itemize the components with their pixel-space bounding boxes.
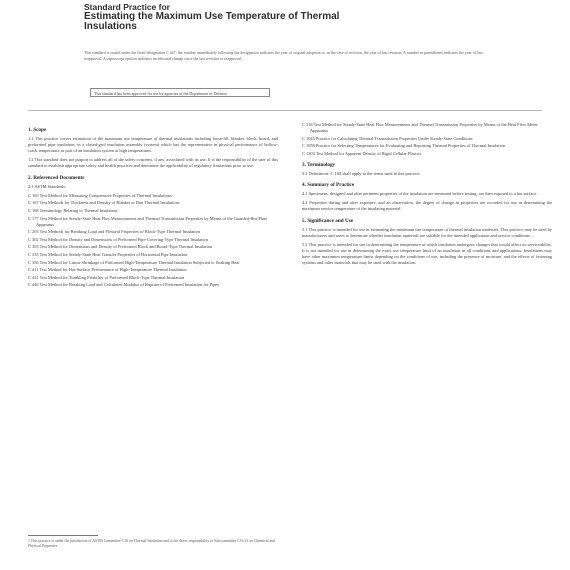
- reference-item: C 1058 Practice for Selecting Temperatures for Evaluating and Reporting Thermal Properties of Thermal Insulation: [302, 143, 506, 149]
- reference-item: C 356 Test Method for Linear Shrinkage of Preformed High-Temperature Thermal Insulation Subjected to Soaking Heat: [28, 259, 240, 265]
- scope-para-2: 1.2 This standard does not purport to address all of the safety concerns, if any, associated with its use. It is the responsibility of the user of this standard to establish appropriate safety and health practices and determine the applicability of regulatory limitations prior to use.: [28, 157, 278, 169]
- reference-item: C 177 Test Method for Steady-State Heat Flux Measurements and Thermal Transmission Properties by Means of the Guarded-Hot-Plate Apparatus: [28, 215, 268, 227]
- reference-item: C 411 Test Method for Hot-Surface Performance of High-Temperature Thermal Insulation: [28, 267, 187, 273]
- dod-approval-note: This standard has been approved for use by agencies of the Department of Defense.: [90, 88, 270, 97]
- refs-intro: 2.1 ASTM Standards:: [28, 183, 67, 189]
- reference-item: C 1045 Practice for Calculating Thermal Transmission Properties Under Steady-State Conditions: [302, 135, 473, 141]
- reference-item: C 302 Test Method for Density and Dimensions of Preformed Pipe-Covering-Type Thermal Insulation: [28, 236, 208, 242]
- reference-item: C 203 Test Methods for Breaking Load and Flexural Properties of Block-Type Thermal Insulation: [28, 229, 201, 235]
- reference-item: C 167 Test Methods for Thickness and Density of Blanket or Batt Thermal Insulations: [28, 200, 180, 206]
- section-heading-significance: 5. Significance and Use: [302, 217, 354, 224]
- title-line-2: Estimating the Maximum Use Temperature of Thermal: [84, 11, 340, 22]
- right-column: [302, 122, 552, 269]
- reference-item: C 421 Test Method for Tumbling Friability of Preformed Block-Type Thermal Insulation: [28, 274, 185, 280]
- significance-para-2: 5.2 This practice is intended for use in determining the temperature at which insulation undergoes changes that would affect its serviceability. It is not intended for use in determining the exact use temperature limit of an insulation in all conditions and applications. Insulations may have other maximum temperature limits depending on the conditions of use, including the presence of moisture, and the effects of fastening systems and other materials that may be used with the insulation.: [302, 241, 552, 266]
- reference-item: C 303 Test Method for Dimensions and Density of Preformed Block and Board-Type Thermal Insulation: [28, 244, 213, 250]
- title-line-1: Standard Practice for: [84, 2, 170, 12]
- reference-item: C 446 Test Method for Breaking Load and Calculated Modulus of Rupture of Preformed Insulation for Pipes: [28, 282, 220, 288]
- intro-paragraph: This standard is issued under the fixed designation C 447; the number immediately following the designation indicates the year of original adoption or, in the case of revision, the year of last revision. A number in parentheses indicates the year of last reapproval. A superscript epsilon indicates an editorial change since the last revision or reapproval.: [84, 50, 483, 61]
- reference-item: C 518 Test Method for Steady-State Heat Flux Measurements and Thermal Transmission Properties by Means of the Heat Flow Meter Apparatus: [302, 122, 538, 134]
- significance-para-1: 5.1 This practice is intended for use in estimating the maximum use temperature of thermal insulation materials. This practice may be used by manufacturers and users to determine whether insulation materials are suitable for the intended application and service conditions.: [302, 226, 552, 238]
- footnote-rule: [28, 535, 98, 536]
- section-heading-terminology: 3. Terminology: [302, 161, 336, 168]
- footnote: 1 This practice is under the jurisdiction of ASTM Committee C16 on Thermal Insulation and is the direct responsibility of Subcommittee C16.31 on Chemical and Physical Properties.: [28, 539, 275, 548]
- reference-item: C 165 Test Method for Measuring Compressive Properties of Thermal Insulations: [28, 192, 172, 198]
- terminology-para: 3.1 Definitions: C 168 shall apply to the terms used in this practice.: [302, 171, 421, 177]
- section-heading-summary: 4. Summary of Practice: [302, 182, 355, 189]
- summary-para-1: 4.1 Specimens, designed and after pertinent properties of the insulation are measured before testing, are then exposed to a hot surface.: [302, 191, 538, 197]
- scope-para-1: 1.1 This practice covers estimation of the maximum use temperature of thermal insulations including loose-fill, blanket, block, board, and preformed pipe insulation, in a closed-grid insulation assembly (system) which has the representative in physical performance of hollow-crack temperature as part of an insulation system at high temperatures.: [28, 136, 278, 154]
- title-line-3: Insulations: [84, 21, 137, 32]
- left-column: [28, 122, 278, 290]
- section-heading-scope: 1. Scope: [28, 127, 47, 133]
- header-separator: [28, 110, 542, 111]
- document-title: [84, 2, 484, 32]
- summary-para-2: 4.2 Properties during and after exposure, and an observation, the degree of change in properties are recorded for use in determining the maximum service temperature of the insulating material.: [302, 200, 552, 212]
- reference-item: C 168 Terminology Relating to Thermal Insulation: [28, 207, 118, 213]
- section-heading-references: 2. Referenced Documents: [28, 174, 85, 181]
- reference-item: C 1303 Test Method for Apparent Density of Rigid Cellular Plastics: [302, 150, 422, 156]
- reference-item: C 335 Test Method for Steady-State Heat Transfer Properties of Horizontal Pipe Insulation: [28, 252, 188, 257]
